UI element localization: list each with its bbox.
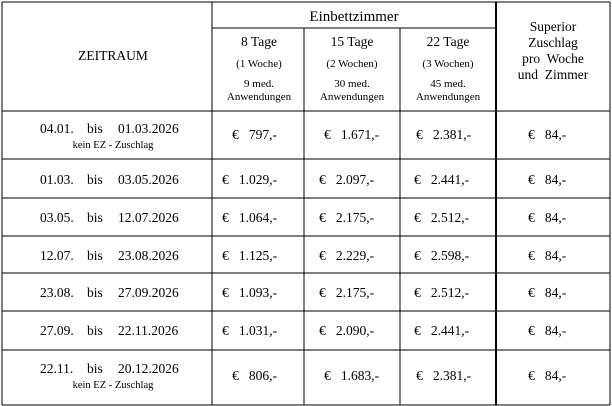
price-15-tage: € 2.175,- [319,285,375,300]
column-treatments: 9 med. [244,78,274,90]
period-from: 04.01. [40,121,74,136]
period-to: 03.05.2026 [118,172,179,187]
period-bis: bis [87,361,103,376]
period-to: 22.11.2026 [118,323,179,338]
period-from: 12.07. [40,248,74,263]
column-treatments: Anwendungen [226,91,292,103]
table-row [40,210,567,225]
price-8-tage: € 797,- [232,127,277,142]
price-22-tage: € 2.441,- [414,172,470,187]
column-duration: (3 Wochen) [422,58,474,70]
table-row [40,172,567,187]
superior-line: Superior [529,19,577,34]
price-superior: € 84,- [528,210,567,225]
period-to: 01.03.2026 [118,121,179,136]
column-label: 8 Tage [241,34,277,49]
price-superior: € 84,- [528,127,567,142]
period-from: 01.03. [40,172,74,187]
price-superior: € 84,- [528,248,567,263]
period-note: kein EZ - Zuschlag [72,380,154,391]
period-to: 27.09.2026 [118,285,179,300]
column-header-8-tage [227,34,292,103]
price-superior: € 84,- [528,285,567,300]
price-8-tage: € 1.031,- [222,323,278,338]
column-treatments: Anwendungen [415,91,481,103]
table-header [78,9,589,103]
price-22-tage: € 2.441,- [414,323,470,338]
column-treatments: 45 med. [430,78,466,90]
price-22-tage: € 2.598,- [414,248,470,263]
price-22-tage: € 2.512,- [414,285,470,300]
zeitraum-header: ZEITRAUM [78,48,148,63]
superior-line: pro Woche [522,51,584,66]
price-8-tage: € 1.093,- [222,285,278,300]
price-8-tage: € 806,- [232,368,277,383]
column-duration: (2 Wochen) [326,58,378,70]
column-duration: (1 Woche) [236,58,282,70]
price-15-tage: € 2.097,- [319,172,375,187]
table-row [40,285,567,300]
period-bis: bis [87,323,103,338]
table-row [40,248,567,263]
column-header-15-tage [320,34,385,103]
period-to: 12.07.2026 [118,210,179,225]
period-from: 03.05. [40,210,74,225]
period-bis: bis [87,248,103,263]
column-treatments: Anwendungen [319,91,385,103]
price-8-tage: € 1.125,- [222,248,278,263]
period-note: kein EZ - Zuschlag [72,140,154,151]
price-8-tage: € 1.064,- [222,210,278,225]
period-to: 20.12.2026 [118,361,179,376]
price-superior: € 84,- [528,323,567,338]
price-22-tage: € 2.512,- [414,210,470,225]
einbettzimmer-header: Einbettzimmer [309,9,399,25]
price-15-tage: € 1.671,- [324,127,380,142]
period-from: 22.11. [40,361,74,376]
superior-line: Zuschlag [528,35,578,50]
table-row [40,323,567,338]
price-22-tage: € 2.381,- [416,127,472,142]
table-row [40,361,567,391]
period-bis: bis [87,210,103,225]
period-to: 23.08.2026 [118,248,179,263]
period-from: 23.08. [40,285,74,300]
price-superior: € 84,- [528,172,567,187]
superior-header [518,19,589,82]
superior-line: und Zimmer [517,67,589,82]
price-15-tage: € 2.175,- [319,210,375,225]
price-15-tage: € 1.683,- [324,368,380,383]
price-22-tage: € 2.381,- [416,368,472,383]
period-from: 27.09. [40,323,74,338]
price-15-tage: € 2.090,- [319,323,375,338]
period-bis: bis [87,285,103,300]
table-row [40,121,567,151]
price-15-tage: € 2.229,- [319,248,375,263]
period-bis: bis [87,172,103,187]
period-bis: bis [87,121,103,136]
price-superior: € 84,- [528,368,567,383]
price-8-tage: € 1.029,- [222,172,278,187]
column-label: 15 Tage [330,34,374,49]
column-label: 22 Tage [426,34,470,49]
column-treatments: 30 med. [334,78,370,90]
column-header-22-tage [416,34,481,103]
